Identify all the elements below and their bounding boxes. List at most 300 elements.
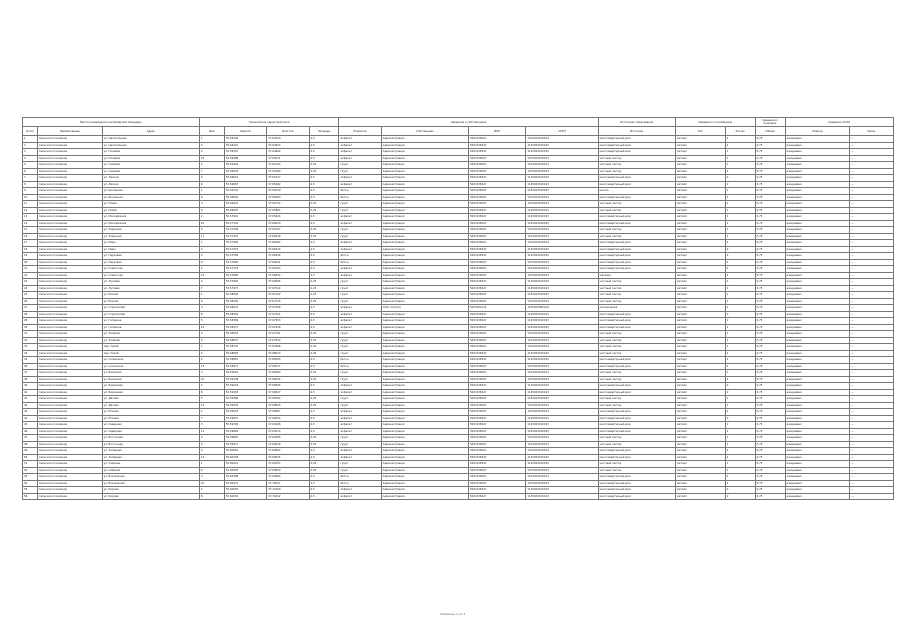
- table-cell: 55.57228: [224, 227, 266, 234]
- table-cell: металл: [675, 467, 725, 474]
- table-cell: —: [850, 233, 894, 240]
- table-cell: Администрация: [381, 331, 468, 338]
- table-cell: 14: [199, 402, 224, 409]
- table-cell: 7: [23, 175, 38, 182]
- table-cell: асфальт: [339, 149, 381, 156]
- table-cell: 3: [199, 201, 224, 208]
- table-cell: 37.65402: [267, 181, 309, 188]
- table-cell: 37.70212: [267, 493, 309, 500]
- table-cell: 1: [199, 188, 224, 195]
- table-cell: грунт: [339, 279, 381, 286]
- table-cell: —: [850, 220, 894, 227]
- table-cell: 37.65712: [267, 201, 309, 208]
- table-cell: многоквартирный дом: [598, 259, 675, 266]
- table-cell: 4,5: [309, 389, 339, 396]
- table-cell: Сельское поселение: [37, 292, 102, 299]
- table-cell: 9: [199, 337, 224, 344]
- table-cell: многоквартирный дом: [598, 181, 675, 188]
- table-cell: грунт: [339, 435, 381, 442]
- table-cell: грунт: [339, 350, 381, 357]
- table-cell: 55.59303: [224, 389, 266, 396]
- table-cell: 0,75: [755, 259, 785, 266]
- table-cell: 4,5: [309, 474, 339, 481]
- table-cell: Сельское поселение: [37, 402, 102, 409]
- table-cell: ул. Кирова: [102, 487, 199, 494]
- table-cell: металл: [675, 324, 725, 331]
- table-cell: —: [850, 441, 894, 448]
- table-cell: 3: [199, 370, 224, 377]
- table-cell: 1125003010193: [526, 194, 598, 201]
- table-cell: —: [850, 246, 894, 253]
- table-cell: Администрация: [381, 480, 468, 487]
- table-cell: 0,75: [755, 435, 785, 442]
- table-cell: 1125003010193: [526, 435, 598, 442]
- table-cell: Администрация: [381, 428, 468, 435]
- table-cell: 2: [725, 422, 755, 429]
- table-cell: —: [850, 292, 894, 299]
- table-cell: частный сектор: [598, 292, 675, 299]
- table-cell: Сельское поселение: [37, 331, 102, 338]
- table-cell: 6: [199, 298, 224, 305]
- table-cell: 10: [199, 480, 224, 487]
- table-cell: 1: [725, 272, 755, 279]
- table-cell: ул. Весенняя: [102, 376, 199, 383]
- table-cell: 0,75: [755, 324, 785, 331]
- table-cell: ул. Новая: [102, 207, 199, 214]
- table-cell: 55.59804: [224, 428, 266, 435]
- table-cell: Администрация: [381, 422, 468, 429]
- table-cell: 37.67701: [267, 331, 309, 338]
- table-cell: 5003138447: [469, 428, 526, 435]
- table-cell: многоквартирный дом: [598, 311, 675, 318]
- table-cell: ежедневно: [785, 474, 850, 481]
- table-cell: 0,75: [755, 454, 785, 461]
- table-cell: 2: [725, 324, 755, 331]
- table-cell: 5003138447: [469, 435, 526, 442]
- table-cell: грунт: [339, 162, 381, 169]
- table-cell: асфальт: [339, 246, 381, 253]
- table-cell: Сельское поселение: [37, 259, 102, 266]
- table-cell: 4,5: [309, 181, 339, 188]
- table-cell: Сельское поселение: [37, 474, 102, 481]
- table-cell: 55.57473: [224, 246, 266, 253]
- table-cell: асфальт: [339, 454, 381, 461]
- table-cell: асфальт: [339, 305, 381, 312]
- table-cell: 5003104115: [469, 305, 526, 312]
- table-cell: металл: [675, 428, 725, 435]
- table-cell: 37.67014: [267, 285, 309, 292]
- table-cell: многоквартирный дом: [598, 383, 675, 390]
- table-cell: ул. Полевая: [102, 149, 199, 156]
- table-cell: 0,75: [755, 318, 785, 325]
- table-cell: частный сектор: [598, 461, 675, 468]
- table-cell: 37.66302: [267, 240, 309, 247]
- table-cell: 55.58471: [224, 324, 266, 331]
- table-cell: 37.64813: [267, 142, 309, 149]
- table-cell: 48: [23, 441, 38, 448]
- table-cell: 9: [199, 259, 224, 266]
- table-cell: 2,25: [309, 207, 339, 214]
- table-cell: ежедневно: [785, 201, 850, 208]
- table-cell: 1125003010193: [526, 142, 598, 149]
- table-cell: 8: [199, 207, 224, 214]
- table-cell: 10: [199, 376, 224, 383]
- table-cell: ул. Полевая: [102, 155, 199, 162]
- table-cell: 0,75: [755, 331, 785, 338]
- table-cell: 55.60221: [224, 461, 266, 468]
- table-cell: 2,25: [309, 344, 339, 351]
- table-cell: асфальт: [339, 272, 381, 279]
- table-cell: —: [850, 136, 894, 143]
- table-cell: 1: [725, 207, 755, 214]
- table-cell: 5003138447: [469, 415, 526, 422]
- table-cell: 37.65011: [267, 155, 309, 162]
- table-cell: 4: [199, 246, 224, 253]
- column-header: ИНН: [469, 127, 526, 136]
- table-cell: организация: [598, 305, 675, 312]
- table-cell: Сельское поселение: [37, 220, 102, 227]
- table-cell: ул. Школьная: [102, 188, 199, 195]
- table-cell: 3: [199, 253, 224, 260]
- table-cell: ул. Западная: [102, 454, 199, 461]
- table-cell: Сельское поселение: [37, 415, 102, 422]
- table-cell: —: [850, 350, 894, 357]
- table-cell: многоквартирный дом: [598, 428, 675, 435]
- table-cell: 2: [725, 181, 755, 188]
- table-row: [23, 493, 894, 500]
- table-cell: 37.67906: [267, 344, 309, 351]
- table-cell: 2: [725, 246, 755, 253]
- table-cell: 5: [199, 149, 224, 156]
- table-cell: Сельское поселение: [37, 487, 102, 494]
- table-cell: Администрация: [381, 350, 468, 357]
- table-cell: 55.57640: [224, 259, 266, 266]
- table-cell: 5003138447: [469, 168, 526, 175]
- table-cell: 6: [199, 194, 224, 201]
- table-cell: 0,75: [755, 493, 785, 500]
- table-cell: ежедневно: [785, 331, 850, 338]
- table-cell: частный сектор: [598, 201, 675, 208]
- table-cell: Сельское поселение: [37, 467, 102, 474]
- table-cell: грунт: [339, 376, 381, 383]
- table-cell: металл: [675, 311, 725, 318]
- table-cell: 55.59720: [224, 422, 266, 429]
- table-cell: грунт: [339, 467, 381, 474]
- table-cell: 26: [23, 298, 38, 305]
- table-cell: 37.66013: [267, 220, 309, 227]
- table-cell: ул. Солнечная: [102, 363, 199, 370]
- table-cell: 0,75: [755, 487, 785, 494]
- table-cell: ул. Гагарина: [102, 324, 199, 331]
- table-cell: 5003138447: [469, 259, 526, 266]
- table-cell: 1125003010193: [526, 175, 598, 182]
- table-cell: 5003138447: [469, 363, 526, 370]
- table-cell: 1: [725, 402, 755, 409]
- table-cell: 0,75: [755, 181, 785, 188]
- table-cell: ул. Центральная: [102, 142, 199, 149]
- table-cell: 0,75: [755, 467, 785, 474]
- table-cell: 1125003010193: [526, 149, 598, 156]
- table-cell: металл: [675, 155, 725, 162]
- table-cell: ООО «Строй»: [381, 305, 468, 312]
- table-cell: 37.69615: [267, 454, 309, 461]
- table-cell: ул. Восточная: [102, 441, 199, 448]
- table-cell: ул. Центральная: [102, 136, 199, 143]
- table-cell: 2,25: [309, 441, 339, 448]
- table-cell: 1: [725, 149, 755, 156]
- table-cell: 4,5: [309, 214, 339, 221]
- table-cell: 10: [199, 220, 224, 227]
- table-cell: 55.58304: [224, 311, 266, 318]
- table-cell: Администрация: [381, 266, 468, 273]
- table-cell: Администрация: [381, 175, 468, 182]
- table-cell: 4,5: [309, 311, 339, 318]
- table-cell: 5003138447: [469, 155, 526, 162]
- table-cell: ежедневно: [785, 240, 850, 247]
- table-cell: ежедневно: [785, 350, 850, 357]
- table-cell: 55.57310: [224, 233, 266, 240]
- page-footer: Страница 1 из 1: [439, 612, 466, 616]
- table-cell: 53: [23, 474, 38, 481]
- table-cell: ул. Молодёжная: [102, 214, 199, 221]
- table-cell: —: [850, 285, 894, 292]
- table-cell: многоквартирный дом: [598, 474, 675, 481]
- table-cell: Сельское поселение: [37, 363, 102, 370]
- table-cell: 1: [725, 233, 755, 240]
- table-cell: грунт: [339, 441, 381, 448]
- table-cell: 1: [725, 168, 755, 175]
- table-cell: ежедневно: [785, 376, 850, 383]
- table-cell: 2,25: [309, 168, 339, 175]
- table-cell: —: [850, 409, 894, 416]
- table-cell: 55.58056: [224, 292, 266, 299]
- table-cell: 5003138447: [469, 480, 526, 487]
- table-cell: металл: [675, 422, 725, 429]
- table-cell: 37.66415: [267, 246, 309, 253]
- table-cell: 1125003010193: [526, 337, 598, 344]
- table-cell: 55.59470: [224, 402, 266, 409]
- table-cell: 0,75: [755, 142, 785, 149]
- table-cell: Администрация: [381, 207, 468, 214]
- table-cell: 2,25: [309, 350, 339, 357]
- table-cell: Администрация: [381, 435, 468, 442]
- table-cell: асфальт: [339, 214, 381, 221]
- table-cell: 2: [725, 363, 755, 370]
- table-cell: ул. Зелёная: [102, 331, 199, 338]
- table-cell: 0,75: [755, 480, 785, 487]
- table-cell: Сельское поселение: [37, 344, 102, 351]
- table-cell: 55.60054: [224, 448, 266, 455]
- table-cell: Сельское поселение: [37, 233, 102, 240]
- table-cell: ежедневно: [785, 487, 850, 494]
- table-cell: ежедневно: [785, 337, 850, 344]
- table-cell: 56: [23, 493, 38, 500]
- table-cell: Администрация: [381, 337, 468, 344]
- table-cell: 4,5: [309, 363, 339, 370]
- column-header: Площадь: [309, 127, 339, 136]
- table-cell: 55.56826: [224, 194, 266, 201]
- table-cell: частный сектор: [598, 155, 675, 162]
- table-cell: 37.68907: [267, 409, 309, 416]
- table-cell: 1125003010193: [526, 298, 598, 305]
- table-cell: 37.64902: [267, 149, 309, 156]
- table-cell: —: [850, 493, 894, 500]
- table-cell: 1125003010193: [526, 253, 598, 260]
- table-cell: 55.60639: [224, 493, 266, 500]
- table-cell: 1125003010193: [526, 383, 598, 390]
- table-cell: 4,5: [309, 272, 339, 279]
- table-cell: 12: [23, 207, 38, 214]
- table-cell: 4,5: [309, 246, 339, 253]
- table-cell: металл: [675, 480, 725, 487]
- table-cell: 2,25: [309, 376, 339, 383]
- table-cell: 1125003010193: [526, 168, 598, 175]
- table-cell: 13: [199, 363, 224, 370]
- table-cell: Сельское поселение: [37, 409, 102, 416]
- table-cell: 1125003010193: [526, 428, 598, 435]
- table-cell: 55.58553: [224, 331, 266, 338]
- table-cell: 2,25: [309, 292, 339, 299]
- table-cell: 17: [23, 240, 38, 247]
- table-cell: Сельское поселение: [37, 448, 102, 455]
- table-cell: Администрация: [381, 168, 468, 175]
- table-cell: грунт: [339, 331, 381, 338]
- table-cell: металл: [675, 181, 725, 188]
- table-cell: 55.57973: [224, 285, 266, 292]
- table-cell: металл: [675, 344, 725, 351]
- table-cell: 1125003010193: [526, 188, 598, 195]
- table-cell: 55.56687: [224, 181, 266, 188]
- table-cell: асфальт: [339, 136, 381, 143]
- table-cell: 1: [199, 136, 224, 143]
- table-cell: многоквартирный дом: [598, 480, 675, 487]
- table-cell: Администрация: [381, 285, 468, 292]
- table-cell: —: [850, 389, 894, 396]
- table-cell: 55.59553: [224, 409, 266, 416]
- table-cell: 37.69213: [267, 428, 309, 435]
- column-header: Адрес: [102, 127, 199, 136]
- table-cell: 2: [725, 357, 755, 364]
- table-cell: 52: [23, 467, 38, 474]
- table-cell: 33: [23, 344, 38, 351]
- table-cell: асфальт: [339, 175, 381, 182]
- table-cell: 0,75: [755, 253, 785, 260]
- table-cell: 0,75: [755, 246, 785, 253]
- table-cell: ул. Молодёжная: [102, 220, 199, 227]
- table-cell: 5003138447: [469, 448, 526, 455]
- table-cell: ежедневно: [785, 233, 850, 240]
- table-cell: ежедневно: [785, 162, 850, 169]
- column-group-header: Источники образования: [598, 118, 675, 127]
- table-cell: ежедневно: [785, 461, 850, 468]
- table-cell: ул. Лесная: [102, 181, 199, 188]
- table-cell: Сельское поселение: [37, 207, 102, 214]
- table-cell: 2: [23, 142, 38, 149]
- table-cell: 25: [23, 292, 38, 299]
- table-cell: 5003138447: [469, 376, 526, 383]
- table-cell: Администрация: [381, 227, 468, 234]
- table-cell: многоквартирный дом: [598, 142, 675, 149]
- table-cell: 1125003010193: [526, 181, 598, 188]
- table-cell: ул. Заречная: [102, 227, 199, 234]
- table-cell: металл: [675, 454, 725, 461]
- table-cell: Администрация: [381, 389, 468, 396]
- table-cell: Администрация: [381, 454, 468, 461]
- table-cell: 5003138447: [469, 285, 526, 292]
- table-cell: —: [850, 474, 894, 481]
- table-cell: 3: [23, 149, 38, 156]
- table-cell: Сельское поселение: [37, 441, 102, 448]
- table-cell: 1: [725, 435, 755, 442]
- table-cell: Сельское поселение: [37, 279, 102, 286]
- table-cell: 5003138447: [469, 467, 526, 474]
- table-cell: 1125003010193: [526, 344, 598, 351]
- table-cell: 2,25: [309, 285, 339, 292]
- table-cell: Сельское поселение: [37, 227, 102, 234]
- table-cell: Сельское поселение: [37, 357, 102, 364]
- table-cell: Сельское поселение: [37, 337, 102, 344]
- table-cell: 6: [23, 168, 38, 175]
- table-cell: 1125003010193: [526, 331, 598, 338]
- table-cell: 55.57142: [224, 220, 266, 227]
- table-cell: 55.60472: [224, 480, 266, 487]
- table-cell: 37.66812: [267, 272, 309, 279]
- table-cell: 1: [725, 201, 755, 208]
- table-cell: Администрация: [381, 194, 468, 201]
- table-cell: 5003138447: [469, 389, 526, 396]
- table-cell: 22: [23, 272, 38, 279]
- table-cell: 1125003010193: [526, 454, 598, 461]
- table-cell: 0,75: [755, 279, 785, 286]
- table-cell: 2,25: [309, 227, 339, 234]
- table-cell: 55.60305: [224, 467, 266, 474]
- table-cell: 16: [23, 233, 38, 240]
- table-cell: Администрация: [381, 467, 468, 474]
- table-cell: металл: [675, 214, 725, 221]
- table-cell: —: [850, 149, 894, 156]
- table-cell: 2,25: [309, 337, 339, 344]
- table-cell: 5003138447: [469, 461, 526, 468]
- table-cell: многоквартирный дом: [598, 136, 675, 143]
- table-cell: Сельское поселение: [37, 155, 102, 162]
- table-cell: частный сектор: [598, 402, 675, 409]
- table-cell: 5003138447: [469, 350, 526, 357]
- table-cell: 0,75: [755, 266, 785, 273]
- table-cell: —: [850, 311, 894, 318]
- table-cell: 4: [23, 155, 38, 162]
- table-cell: ул. Новая: [102, 201, 199, 208]
- table-cell: 5: [199, 227, 224, 234]
- table-cell: ежедневно: [785, 415, 850, 422]
- table-cell: 4,5: [309, 240, 339, 247]
- table-cell: Администрация: [381, 415, 468, 422]
- table-cell: 1: [199, 461, 224, 468]
- table-cell: 5003138447: [469, 474, 526, 481]
- table-cell: 0,75: [755, 214, 785, 221]
- table-cell: многоквартирный дом: [598, 448, 675, 455]
- table-cell: 0,75: [755, 305, 785, 312]
- table-cell: частный сектор: [598, 207, 675, 214]
- table-cell: частный сектор: [598, 396, 675, 403]
- table-cell: Сельское поселение: [37, 188, 102, 195]
- table-cell: металл: [675, 233, 725, 240]
- table-cell: ул. Дачная: [102, 396, 199, 403]
- table-cell: Администрация: [381, 376, 468, 383]
- table-cell: —: [850, 422, 894, 429]
- table-cell: 5: [199, 396, 224, 403]
- table-cell: 2: [725, 142, 755, 149]
- table-cell: Администрация: [381, 155, 468, 162]
